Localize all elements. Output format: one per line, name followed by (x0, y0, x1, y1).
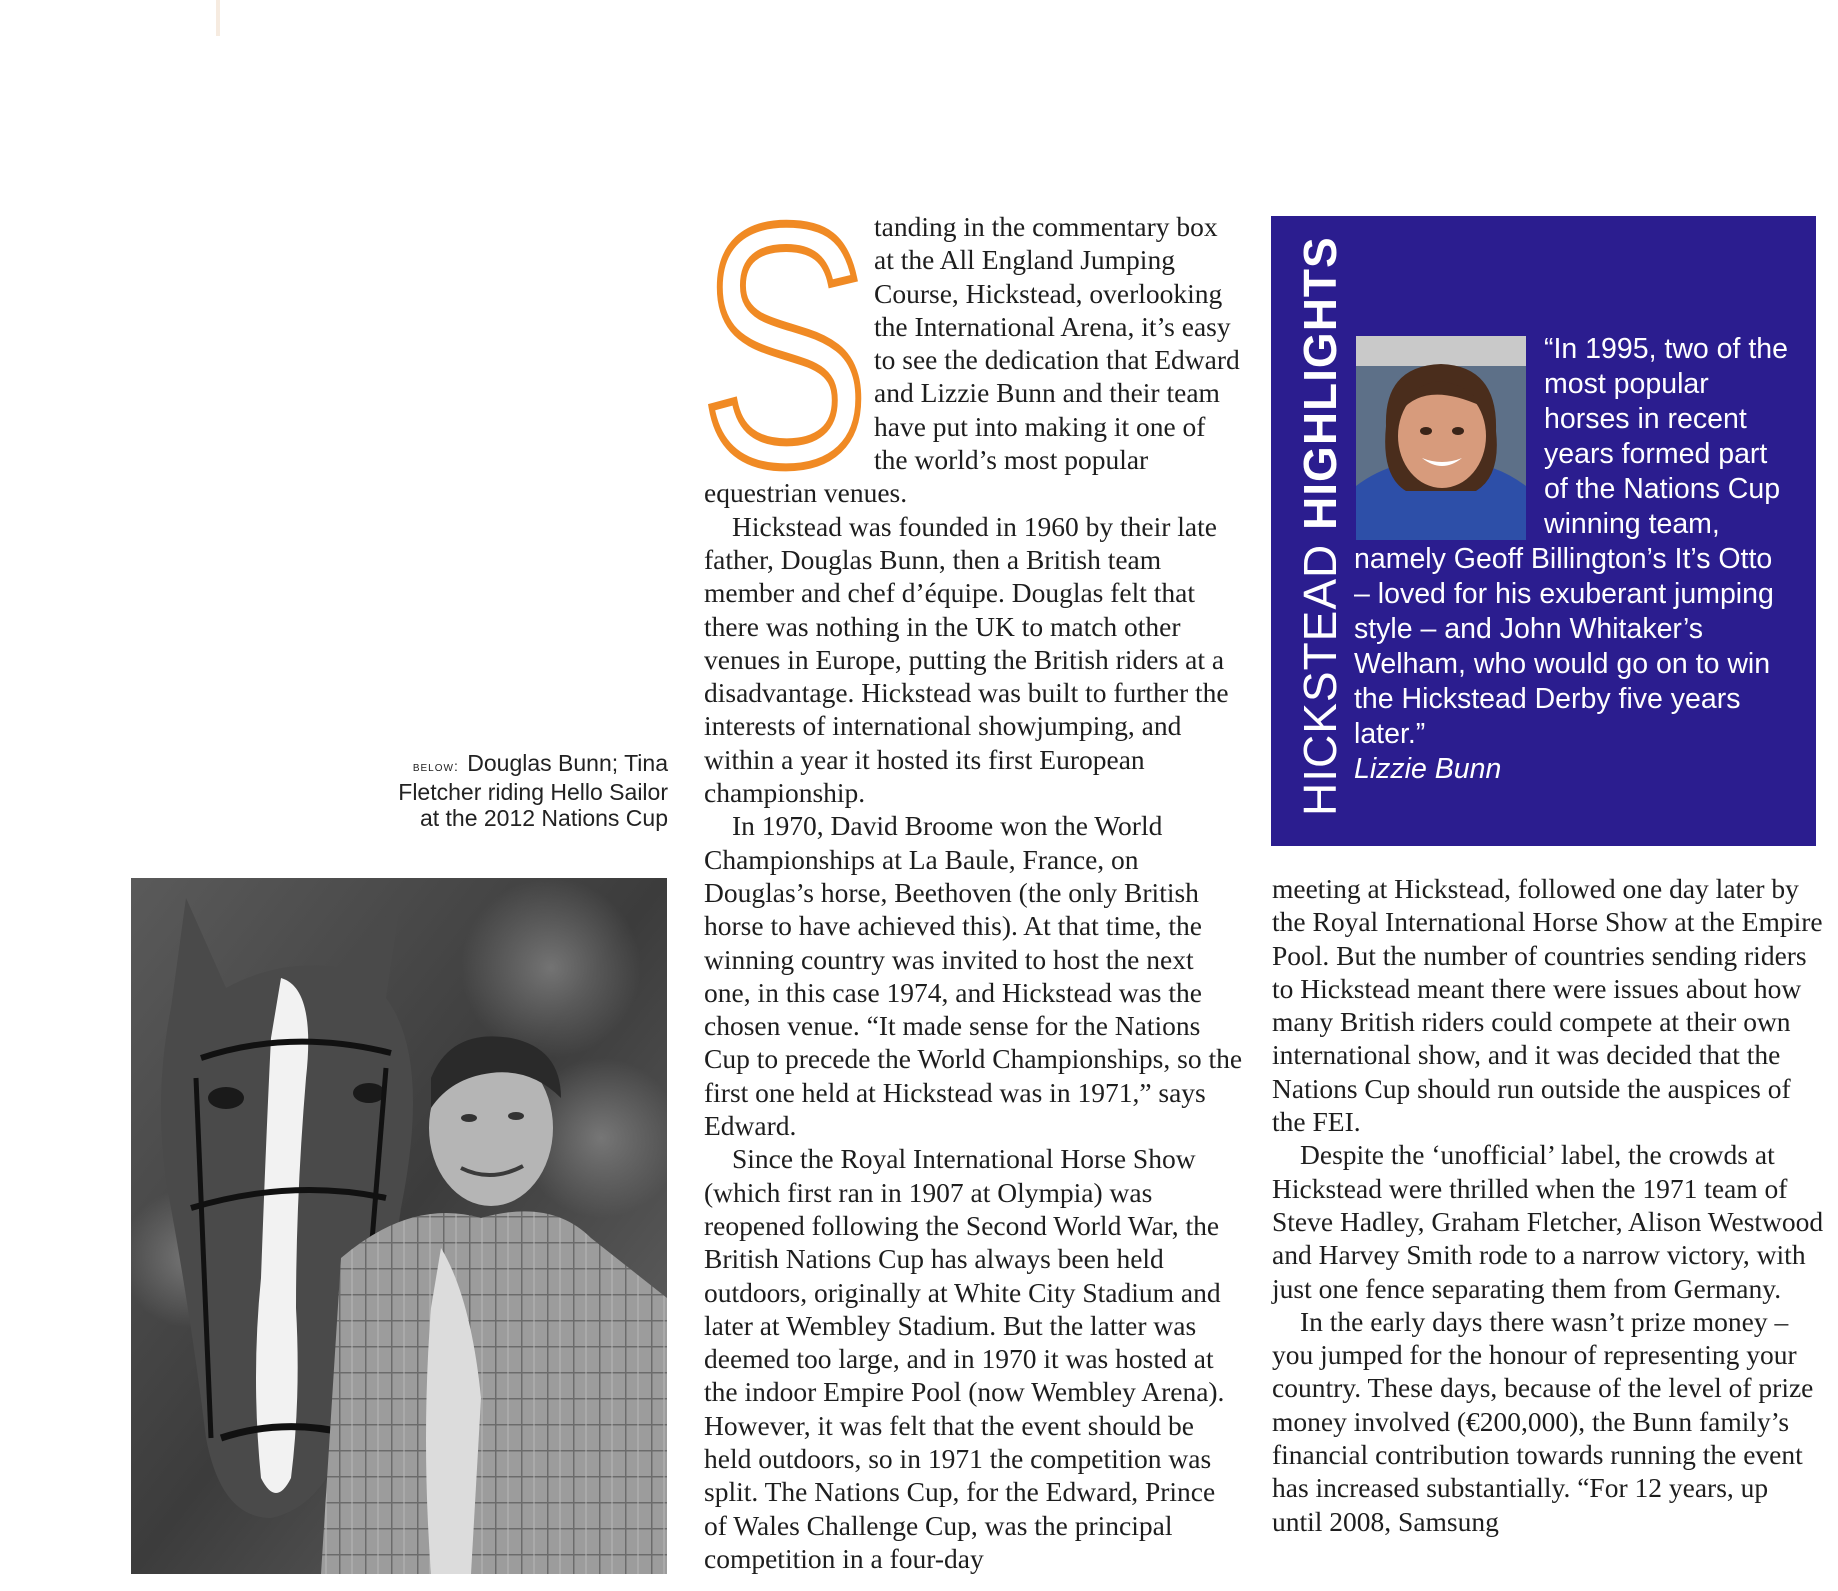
drop-cap (698, 210, 874, 476)
highlights-title (1295, 236, 1345, 816)
quote-text: “In 1995, two of the most popular horses in recent years formed part of the Nations Cup winning team, namely Geoff Billington’s It’s Otto – loved for his exuberant jumping style – and John Whitaker’s Welham, who would go on to win the Hickstead Derby five years later.” (1354, 333, 1788, 750)
article-paragraph-1: tanding in the commentary box at the All England Jumping Course, Hickstead, overlooking the International Arena, it’s easy to see the dedication that Edward and Lizzie Bunn and their team have put into making it one of the world’s most popular equestrian venues. (704, 211, 1240, 509)
svg-text:S: S (700, 210, 870, 476)
photo-caption (380, 750, 668, 831)
caption-lead: below: (412, 758, 459, 774)
drop-cap-letter-icon (698, 210, 874, 476)
highlights-title-bold: HIGHLIGHTS (1294, 236, 1346, 530)
horse-and-man-photo-icon (131, 878, 667, 1574)
article-column-main (700, 210, 1244, 1575)
article-column-right (1272, 872, 1824, 1538)
highlights-title-light: HICKSTEAD (1294, 543, 1346, 816)
article-paragraph-7: In the early days there wasn’t prize money – you jumped for the honour of representing your country. These days, because of the level of prize money involved (€200,000), the Bunn family’s financial contribution towards running the event has increased substantially. “For 12 years, up until 2008, Samsung (1272, 1305, 1814, 1537)
highlights-quote (1354, 332, 1794, 787)
article-paragraph-6: Despite the ‘unofficial’ label, the crowds at Hickstead were thrilled when the 1971 team of Steve Hadley, Graham Fletcher, Alison Westwood and Harvey Smith rode to a narrow victory, with just one fence separating them from Germany. (1272, 1139, 1824, 1304)
article-paragraph-3: In 1970, David Broome won the World Championships at La Baule, France, on Douglas’s horse, Beethoven (the only British horse to have achieved this). At that time, the winning country was invited to host the next one, in this case 1974, and Hickstead was the chosen venue. “It made sense for the Nations Cup to precede the World Championships, so the first one held at Hickstead was in 1971,” says Edward. (704, 810, 1243, 1142)
article-paragraph-2: Hickstead was founded in 1960 by their late father, Douglas Bunn, then a British team member and chef d’équipe. Douglas felt that there was nothing in the UK to match other venues in Europe, putting the British riders at a disadvantage. Hickstead was built to further the interests of international showjumping, and within a year it hosted its first European championship. (704, 510, 1229, 809)
article-paragraph-4: Since the Royal International Horse Show (which first ran in 1907 at Olympia) was reopened following the Second World War, the British Nations Cup has always been held outdoors, originally at White City Stadium and later at Wembley Stadium. But the latter was deemed too large, and in 1970 it was hosted at the indoor Empire Pool (now Wembley Arena). However, it was felt that the event should be held outdoors, so in 1971 the competition was split. The Nations Cup, for the Edward, Prince of Wales Challenge Cup, was the principal competition in a four-day (704, 1143, 1225, 1574)
douglas-bunn-photo (131, 878, 667, 1574)
article-paragraph-5: meeting at Hickstead, followed one day later by the Royal International Horse Show at the Empire Pool. But the number of countries sending riders to Hickstead meant there were issues about how many British riders could compete at their own international show, and it was decided that the Nations Cup should run outside the auspices of the FEI. (1272, 873, 1823, 1138)
caption-text: Douglas Bunn; Tina Fletcher riding Hello Sailor at the 2012 Nations Cup (398, 750, 668, 831)
hickstead-highlights-box (1271, 216, 1816, 846)
page-edge-mark (216, 0, 220, 36)
quote-attribution: Lizzie Bunn (1354, 753, 1502, 785)
